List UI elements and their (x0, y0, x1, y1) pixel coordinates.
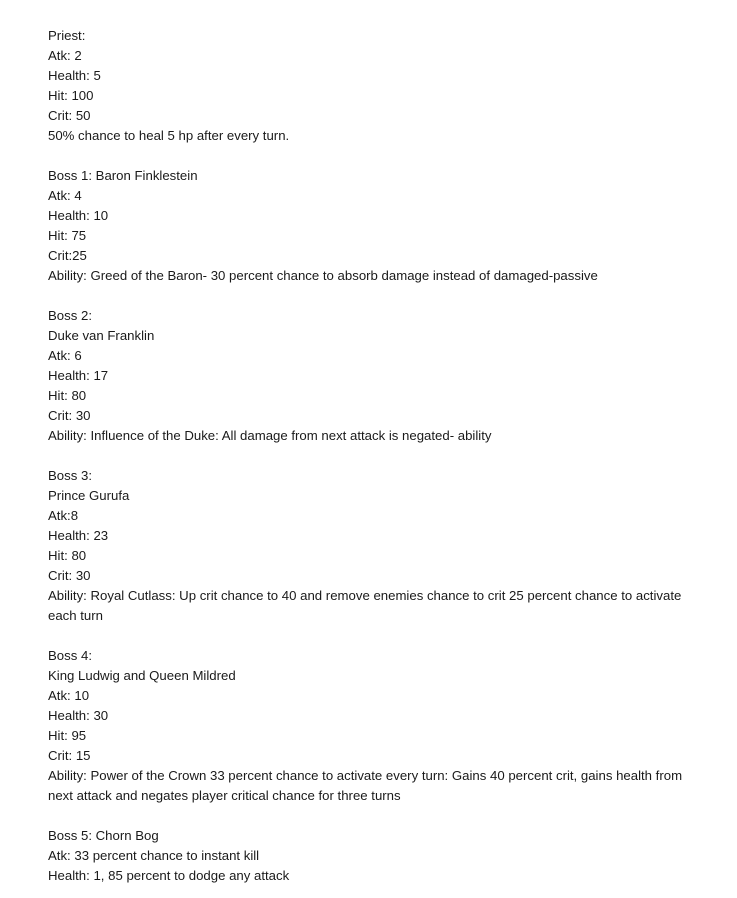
text-line: Prince Gurufa (48, 488, 130, 503)
priest-stat-block (48, 26, 687, 146)
text-line: Crit: 50 (48, 108, 91, 123)
text-line: Crit:25 (48, 248, 87, 263)
text-line: Ability: Greed of the Baron- 30 percent chance to absorb damage instead of damaged-passive (48, 268, 598, 283)
text-line: Hit: 95 (48, 728, 87, 743)
text-line: Health: 23 (48, 528, 109, 543)
text-line: Boss 2: (48, 308, 92, 323)
text-line: King Ludwig and Queen Mildred (48, 668, 236, 683)
text-line: Ability: Power of the Crown 33 percent chance to activate every turn: Gains 40 percent crit, gains health from next attack and negates player critical chance for three turns (48, 768, 686, 803)
text-line: Hit: 80 (48, 388, 87, 403)
text-line: Hit: 75 (48, 228, 87, 243)
boss-1-stat-block (48, 166, 687, 286)
boss-5-stat-block (48, 826, 687, 886)
text-line: Atk: 33 percent chance to instant kill (48, 848, 260, 863)
text-line: Atk: 2 (48, 48, 82, 63)
text-line: Hit: 100 (48, 88, 94, 103)
text-line: Boss 1: Baron Finklestein (48, 168, 198, 183)
text-line: Health: 30 (48, 708, 109, 723)
text-line: Health: 5 (48, 68, 101, 83)
text-line: Boss 5: Chorn Bog (48, 828, 159, 843)
text-line: Atk:8 (48, 508, 79, 523)
boss-3-stat-block (48, 466, 687, 626)
text-line: Hit: 80 (48, 548, 87, 563)
text-line: Priest: (48, 28, 86, 43)
document-body (48, 26, 687, 886)
text-line: Health: 10 (48, 208, 109, 223)
text-line: Atk: 6 (48, 348, 82, 363)
boss-2-stat-block (48, 306, 687, 446)
text-line: Boss 4: (48, 648, 92, 663)
text-line: 50% chance to heal 5 hp after every turn. (48, 128, 290, 143)
text-line: Atk: 10 (48, 688, 90, 703)
text-line: Duke van Franklin (48, 328, 155, 343)
text-line: Ability: Influence of the Duke: All damage from next attack is negated- ability (48, 428, 492, 443)
text-line: Ability: Royal Cutlass: Up crit chance to 40 and remove enemies chance to crit 25 percent chance to activate each turn (48, 588, 685, 623)
text-line: Boss 3: (48, 468, 92, 483)
text-line: Crit: 15 (48, 748, 91, 763)
text-line: Crit: 30 (48, 568, 91, 583)
text-line: Health: 17 (48, 368, 109, 383)
text-line: Atk: 4 (48, 188, 82, 203)
text-line: Crit: 30 (48, 408, 91, 423)
boss-4-stat-block (48, 646, 687, 806)
text-line: Health: 1, 85 percent to dodge any attack (48, 868, 290, 883)
